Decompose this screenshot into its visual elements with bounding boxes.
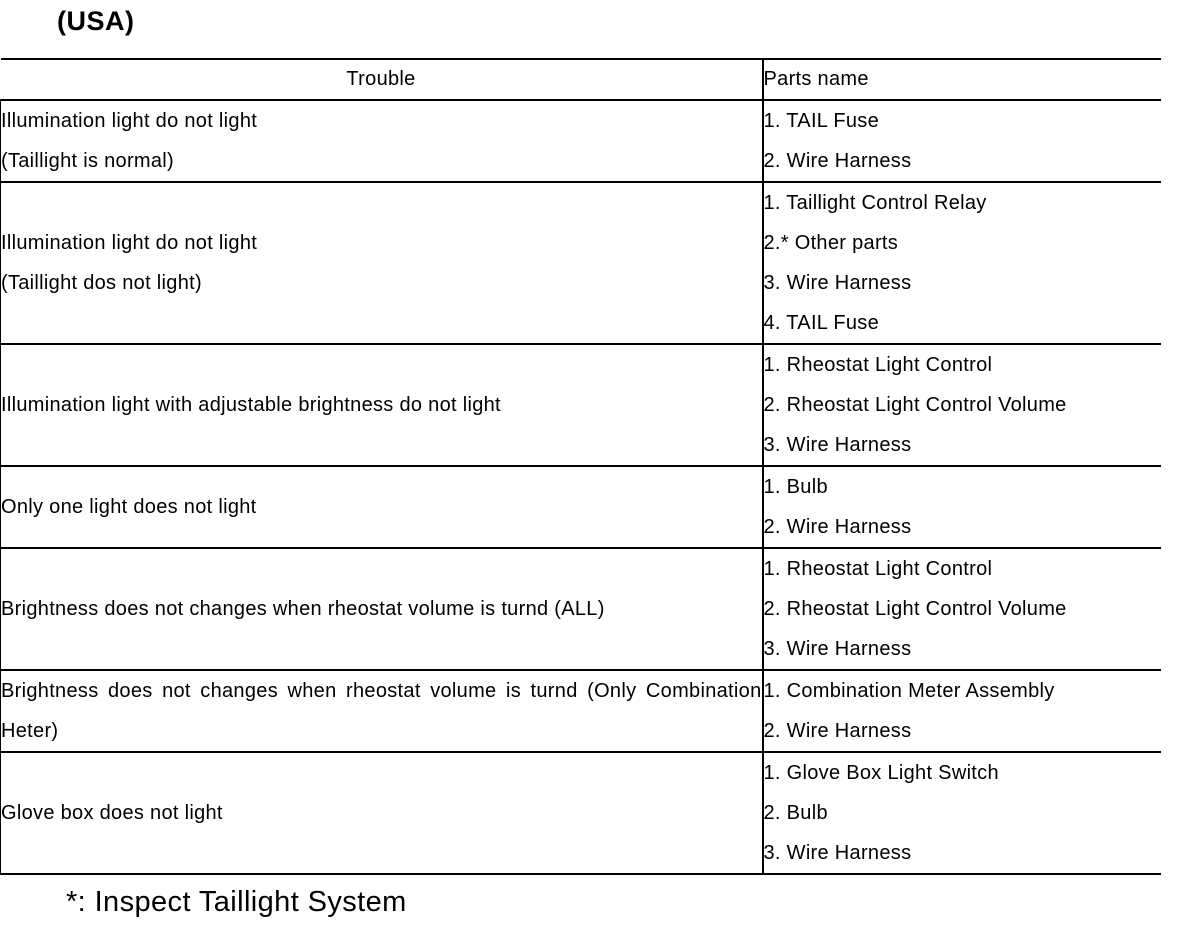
part-item: 1. Bulb (763, 476, 828, 498)
table-row (1, 100, 1161, 182)
parts-cell (763, 466, 1161, 548)
part-item: 3. Wire Harness (763, 842, 912, 864)
table-row (1, 670, 1161, 752)
part-item: 2. Bulb (763, 802, 828, 824)
footnote: *: Inspect Taillight System (66, 886, 407, 918)
part-item: 2. Wire Harness (763, 720, 912, 742)
trouble-text: Brightness does not changes when rheostat volume is turnd (ALL) (1, 598, 605, 620)
part-item: 1. Taillight Control Relay (763, 192, 987, 214)
table-header-row (1, 59, 1161, 100)
parts-cell (763, 670, 1161, 752)
part-item: 2. Rheostat Light Control Volume (763, 598, 1067, 620)
trouble-text: Only one light does not light (1, 496, 257, 518)
part-item: 2. Rheostat Light Control Volume (763, 394, 1067, 416)
trouble-column-header: Trouble (1, 59, 763, 100)
troubleshooting-table (0, 58, 1161, 875)
part-item: 1. Combination Meter Assembly (763, 680, 1055, 702)
part-item: 4. TAIL Fuse (763, 312, 880, 334)
trouble-cell (1, 548, 763, 670)
table-row (1, 466, 1161, 548)
part-item: 3. Wire Harness (763, 434, 912, 456)
trouble-cell (1, 466, 763, 548)
parts-cell (763, 548, 1161, 670)
trouble-cell (1, 344, 763, 466)
parts-cell (763, 344, 1161, 466)
trouble-text: Illumination light do not light (1, 110, 258, 132)
trouble-cell (1, 100, 763, 182)
parts-cell (763, 100, 1161, 182)
trouble-text: Glove box does not light (1, 802, 223, 824)
table-row (1, 752, 1161, 874)
part-item: 1. Glove Box Light Switch (763, 762, 999, 784)
parts-column-header: Parts name (763, 59, 1161, 100)
parts-cell (763, 752, 1161, 874)
part-item: 1. Rheostat Light Control (763, 558, 993, 580)
trouble-text: (Taillight dos not light) (1, 272, 202, 294)
trouble-text: Illumination light with adjustable brightness do not light (1, 394, 501, 416)
parts-cell (763, 182, 1161, 344)
part-item: 3. Wire Harness (763, 272, 912, 294)
part-item: 2.* Other parts (763, 232, 899, 254)
part-item: 2. Wire Harness (763, 516, 912, 538)
part-item: 1. TAIL Fuse (763, 110, 880, 132)
trouble-text: (Taillight is normal) (1, 150, 175, 172)
trouble-text: Illumination light do not light (1, 232, 258, 254)
trouble-cell (1, 752, 763, 874)
table-row (1, 548, 1161, 670)
table-row (1, 344, 1161, 466)
trouble-cell (1, 182, 763, 344)
trouble-cell: Brightness does not changes when rheostat volume is turnd (Only Combination Heter) (1, 670, 763, 752)
part-item: 2. Wire Harness (763, 150, 912, 172)
part-item: 3. Wire Harness (763, 638, 912, 660)
table-row (1, 182, 1161, 344)
section-heading: (USA) (57, 6, 135, 36)
part-item: 1. Rheostat Light Control (763, 354, 993, 376)
